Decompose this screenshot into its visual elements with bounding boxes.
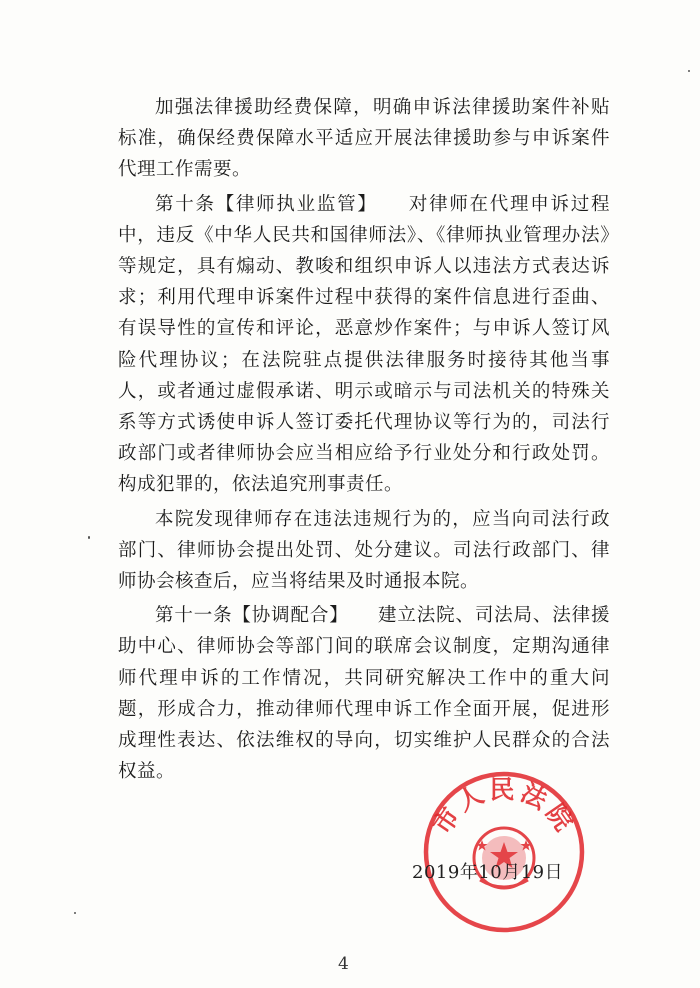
seal-text: 市人民法院 [427,775,581,840]
paragraph-article-11 [118,600,610,787]
document-body [118,92,610,787]
article-10-gap [368,194,408,215]
paragraph-court-referral [118,504,610,598]
paragraph-funding [118,92,610,186]
signing-date: 2019年10月19日 [412,862,564,883]
paragraph-article-10 [118,189,610,501]
paragraph-funding-text: 加强法律援助经费保障，明确申诉法律援助案件补贴标准，确保经费保障水平适应开展法律援助参与申诉案件代理工作需要。 [118,97,610,181]
scan-speck [74,912,76,914]
paragraph-court-referral-text: 本院发现律师存在违法违规行为的，应当向司法行政部门、律师协会提出处罚、处分建议。司法行政部门、律师协会核查后，应当将结果及时通报本院。 [118,508,610,593]
article-11-heading: 第十一条【协调配合】 [155,605,340,627]
court-seal-stamp [418,766,588,936]
page-number: 4 [338,954,349,974]
article-10-text: 对律师在代理申诉过程中，违反《中华人民共和国律师法》、《律师执业管理办法》等规定，具有煽动、教唆和组织申诉人以违法方式表达诉求；利用代理申诉案件过程中获得的案件信息进行歪曲、有误导性的宣传和评论，恶意炒作案件；与申诉人签订风险代理协议；在法院驻点提供法律服务时接待其他当事人，或者通过虚假承诺、明示或暗示与司法机关的特殊关系等方式诱使申诉人签订委托代理协议等行为的，司法行政部门或者律师协会应当相应给予行业处分和行政处罚。构成犯罪的，依法追究刑事责任。 [118,193,610,496]
article-10-heading: 第十条【律师执业监管】 [155,193,369,215]
article-11-gap [339,605,378,626]
article-11-text: 建立法院、司法局、法律援助中心、律师协会等部门间的联席会议制度，定期沟通律师代理申诉的工作情况，共同研究解决工作中的重大问题，形成合力，推动律师代理申诉工作全面开展，促进形成理性表达、依法维权的导向，切实维护人民群众的合法权益。 [118,605,610,783]
scan-speck [688,70,690,72]
scan-speck [88,536,90,539]
